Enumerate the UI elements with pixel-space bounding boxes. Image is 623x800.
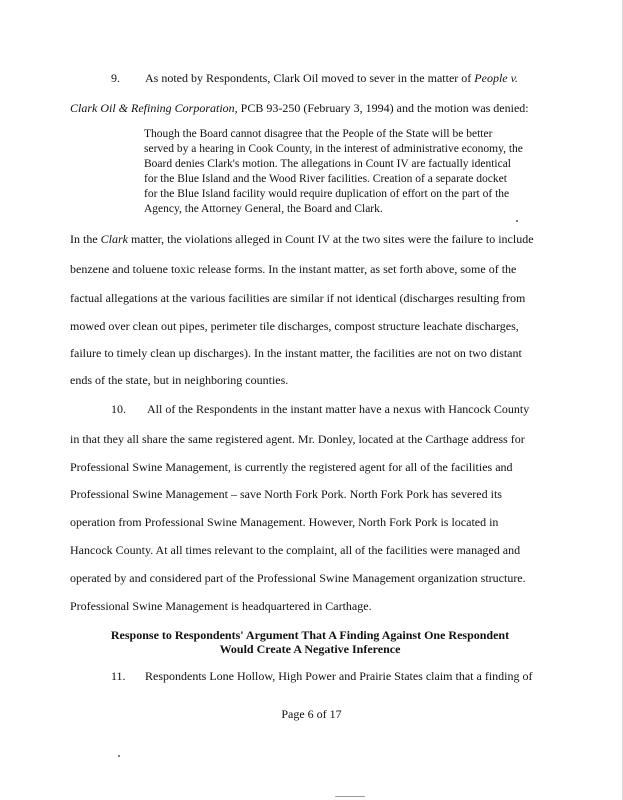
paragraph-number: 11. (111, 669, 126, 683)
section-heading-line: Response to Respondents' Argument That A Finding Against One Respondent (110, 628, 510, 642)
section-heading-line: Would Create A Negative Inference (219, 642, 401, 656)
section-heading (70, 628, 550, 656)
text-run: matter, the violations alleged in Count IV at the two sites were the failure to include (128, 232, 534, 246)
body-line: Professional Swine Management is headquartered in Carthage. (70, 599, 372, 613)
body-line: in that they all share the same registered agent. Mr. Donley, located at the Carthage address for (70, 432, 525, 446)
text-run: As noted by Respondents, Clark Oil moved to sever in the matter of (145, 71, 475, 85)
body-line: mowed over clean out pipes, perimeter tile discharges, compost structure leachate discharges, (70, 319, 519, 333)
paragraph-11-line-1 (111, 669, 532, 683)
body-line (70, 232, 534, 246)
body-line: Hancock County. At all times relevant to the complaint, all of the facilities were managed and (70, 543, 521, 557)
quote-line: for the Blue Island facility would require duplication of effort on the part of the (144, 188, 510, 200)
paragraph-10-line-1 (111, 402, 529, 416)
paragraph-number: 10. (111, 402, 126, 416)
scan-speck (118, 755, 120, 757)
case-name-italic: Clark (100, 232, 128, 246)
case-name-italic: Clark Oil & Refining Corporation, (70, 101, 238, 115)
text-run: PCB 93-250 (February 3, 1994) and the motion was denied: (237, 101, 529, 115)
scan-speck (335, 796, 365, 797)
case-name-italic: People v. (474, 71, 519, 85)
text-run: In the (70, 232, 101, 246)
block-quote (144, 127, 544, 217)
body-line: ends of the state, but in neighboring counties. (70, 373, 289, 387)
text-run: All of the Respondents in the instant matter have a nexus with Hancock County (147, 402, 530, 416)
scan-speck (516, 220, 518, 222)
text-run: Respondents Lone Hollow, High Power and Prairie States claim that a finding of (145, 669, 533, 683)
body-line: operated by and considered part of the Professional Swine Management organization structure. (70, 571, 526, 585)
paragraph-number: 9. (111, 71, 120, 85)
quote-line: for the Blue Island and the Wood River facilities. Creation of a separate docket (144, 173, 507, 185)
paragraph-9-line-2 (70, 101, 529, 115)
quote-line: Board denies Clark's motion. The allegations in Count IV are factually identical (144, 158, 512, 170)
body-line: benzene and toluene toxic release forms. In the instant matter, as set forth above, some of the (70, 262, 517, 276)
paragraph-9-line-1 (111, 71, 518, 85)
body-line: operation from Professional Swine Management. However, North Fork Pork is located in (70, 515, 499, 529)
body-line: factual allegations at the various facilities are similar if not identical (discharges resulting from (70, 291, 526, 305)
body-line: failure to timely clean up discharges). In the instant matter, the facilities are not on two distant (70, 346, 522, 360)
quote-line: served by a hearing in Cook County, in the interest of administrative economy, the (144, 143, 523, 155)
body-line: Professional Swine Management – save North Fork Pork. North Fork Pork has severed its (70, 487, 502, 501)
quote-line: Agency, the Attorney General, the Board and Clark. (144, 203, 383, 215)
quote-line: Though the Board cannot disagree that the People of the State will be better (144, 128, 493, 140)
page-number: Page 6 of 17 (281, 707, 342, 721)
body-line: Professional Swine Management, is currently the registered agent for all of the facilities and (70, 460, 513, 474)
